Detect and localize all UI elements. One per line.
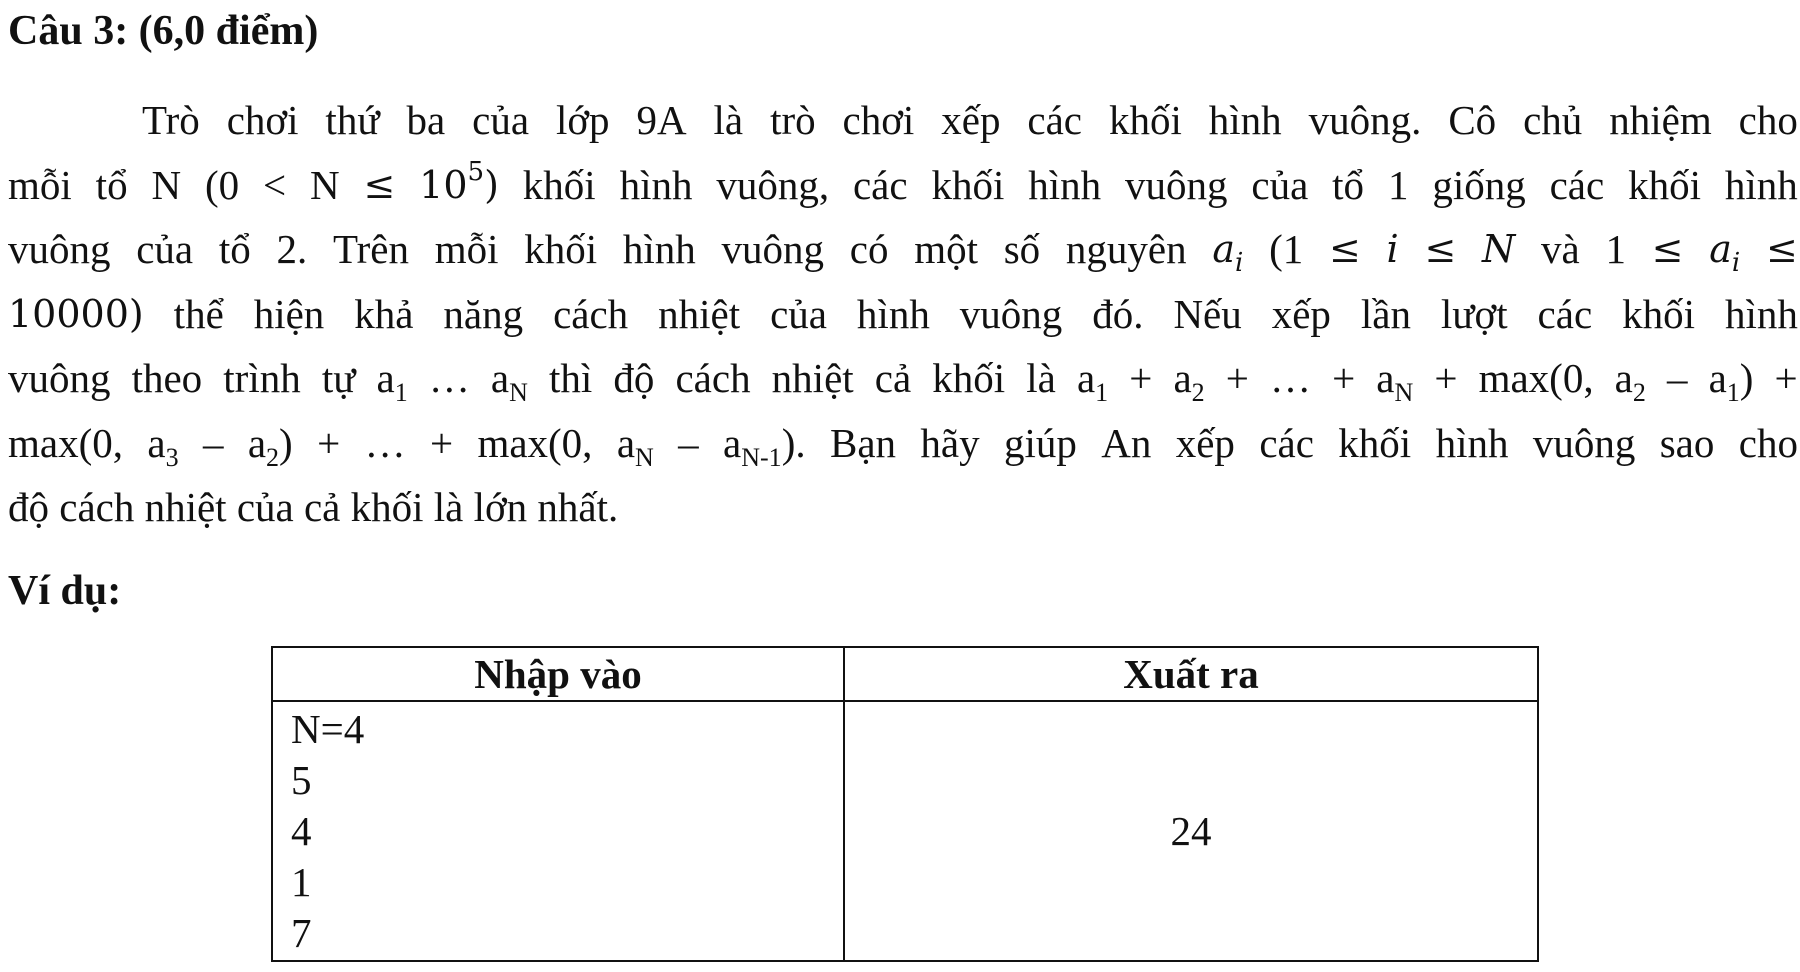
paragraph-word: $a_1$ xyxy=(1076,355,1109,407)
paragraph-word: – xyxy=(1666,355,1688,401)
paragraph-word: tổ xyxy=(218,226,251,272)
paragraph-word: và xyxy=(1541,226,1580,272)
paragraph-word: nhiệm xyxy=(1609,97,1712,143)
paragraph-line-3 xyxy=(8,217,1798,282)
paragraph-word: mỗi xyxy=(434,226,499,272)
paragraph-word: cách xyxy=(675,355,751,401)
paragraph-word: max(0, xyxy=(8,419,123,466)
paragraph-word: Trò xyxy=(142,97,200,143)
paragraph-word: hình xyxy=(1724,161,1798,208)
paragraph-word: … xyxy=(364,419,406,466)
paragraph-word: $a_N$ xyxy=(490,355,528,407)
paragraph-word: khối xyxy=(522,161,596,208)
paragraph-word: 1 xyxy=(1605,226,1626,272)
paragraph-word: hình xyxy=(1435,419,1509,466)
paragraph-word: $a_1$ xyxy=(376,355,408,407)
paragraph-word: một xyxy=(914,226,978,272)
paragraph-word: khối xyxy=(931,161,1005,208)
paragraph-word: của xyxy=(472,97,530,143)
paragraph-word: tự xyxy=(321,355,356,401)
paragraph-word: hình xyxy=(1724,290,1798,337)
paragraph-word: hình xyxy=(1028,161,1102,208)
table-row xyxy=(272,701,1538,961)
paragraph-word: Nếu xyxy=(1173,290,1242,337)
paragraph-word: 10000) xyxy=(8,291,144,336)
paragraph-word: Trên xyxy=(333,226,409,272)
input-cell xyxy=(272,701,844,961)
paragraph-word: + xyxy=(1774,355,1798,401)
paragraph-word: xếp xyxy=(1271,290,1331,337)
paragraph-word: ≤ xyxy=(1328,227,1361,271)
paragraph-word: N xyxy=(1482,227,1516,271)
paragraph-word: khối xyxy=(932,355,1006,401)
paragraph-word: $a_3$ xyxy=(147,419,179,472)
paragraph-word: theo xyxy=(131,355,203,401)
paragraph-word: khối xyxy=(1622,290,1695,337)
paragraph-word: của xyxy=(770,290,827,337)
paragraph-line-6 xyxy=(8,411,1798,476)
paragraph-word: … xyxy=(428,355,470,401)
paragraph-word: vuông xyxy=(959,290,1063,337)
paragraph-word: < xyxy=(262,161,287,208)
paragraph-line-2 xyxy=(8,153,1798,218)
paragraph-word: cách xyxy=(553,290,629,337)
paragraph-word: + xyxy=(429,419,454,466)
paragraph-word: 1 xyxy=(1387,161,1409,208)
paragraph-word: của xyxy=(1251,161,1309,208)
paragraph-word: sao xyxy=(1659,419,1715,466)
paragraph-word: là xyxy=(1026,355,1056,401)
paragraph-word: vuông, xyxy=(716,161,830,208)
paragraph-word: các xyxy=(852,161,908,208)
paragraph-word: trình xyxy=(223,355,301,401)
paragraph-word: các xyxy=(1537,290,1593,337)
paragraph-word: Bạn xyxy=(829,419,897,466)
paragraph-word: ≤ xyxy=(363,162,396,207)
paragraph-word: cho xyxy=(1738,97,1798,143)
paragraph-word: thì xyxy=(549,355,593,401)
paragraph-word: $a_1$) xyxy=(1708,355,1754,407)
paragraph-word: xếp xyxy=(941,97,1001,143)
input-line: 5 xyxy=(291,757,312,803)
paragraph-line-7: độ cách nhiệt của cả khối là lớn nhất. xyxy=(8,484,619,530)
paragraph-word: vuông xyxy=(8,355,111,401)
paragraph-word: hình xyxy=(619,161,693,208)
paragraph-word: các xyxy=(1027,97,1082,143)
paragraph-word: tổ xyxy=(1332,161,1365,208)
paragraph-word: 9A xyxy=(636,97,687,143)
input-line: N=4 xyxy=(291,706,365,752)
paragraph-word: nhiệt xyxy=(771,355,854,401)
paragraph-word: N xyxy=(151,161,182,208)
paragraph-word: các xyxy=(1259,419,1314,466)
paragraph-word: i xyxy=(1386,227,1399,271)
paragraph-word: của xyxy=(136,226,194,272)
paragraph-word: $a_2$) xyxy=(247,419,293,472)
paragraph-word: giúp xyxy=(1003,419,1077,466)
paragraph-word: vuông xyxy=(721,226,825,272)
paragraph-word: lần xyxy=(1360,290,1411,337)
paragraph-word: $a_N$ xyxy=(1376,355,1414,407)
paragraph-word: $a_i$ xyxy=(1709,227,1741,278)
paragraph-word: thể xyxy=(173,290,224,337)
paragraph-word: chủ xyxy=(1523,97,1583,143)
paragraph-word: $a_2$ xyxy=(1173,355,1205,407)
paragraph-word: khối xyxy=(524,226,598,272)
paragraph-word: cả xyxy=(874,355,912,401)
paragraph-word: vuông xyxy=(1532,419,1636,466)
problem-statement xyxy=(8,88,1798,540)
paragraph-word: lượt xyxy=(1440,290,1508,337)
question-heading: Câu 3: (6,0 điểm) xyxy=(8,8,319,54)
paragraph-word: số xyxy=(1003,226,1041,272)
paragraph-word: hình xyxy=(1208,97,1282,143)
paragraph-word: – xyxy=(678,419,699,466)
input-line: 1 xyxy=(291,859,312,905)
paragraph-word: vuông xyxy=(8,226,111,272)
paragraph-word: hãy xyxy=(920,419,980,466)
paragraph-word: N xyxy=(309,161,340,208)
paragraph-word: trò xyxy=(770,97,816,143)
paragraph-word: hiện xyxy=(253,290,325,337)
paragraph-word: + xyxy=(1225,355,1249,401)
paragraph-word: khả xyxy=(354,290,414,337)
paragraph-word: khối xyxy=(1108,97,1182,143)
paragraph-line-5 xyxy=(8,346,1798,411)
paragraph-word: chơi xyxy=(842,97,915,143)
paragraph-word: … xyxy=(1269,355,1311,401)
paragraph-word: max(0, xyxy=(477,419,593,466)
paragraph-word: (0 xyxy=(204,161,240,208)
paragraph-word: hình xyxy=(856,290,930,337)
paragraph-word: ≤ xyxy=(1424,227,1457,271)
paragraph-word: – xyxy=(202,419,224,466)
paragraph-line-4 xyxy=(8,282,1798,347)
paragraph-word: (1 xyxy=(1269,226,1304,272)
paragraph-word: thứ xyxy=(325,97,380,143)
paragraph-word: max(0, xyxy=(1478,355,1594,401)
paragraph-word: ≤ xyxy=(1651,227,1684,271)
table-header-row xyxy=(272,647,1538,701)
paragraph-word: có xyxy=(849,226,889,272)
paragraph-word: lớp xyxy=(555,97,610,143)
paragraph-word: đó. xyxy=(1092,290,1144,337)
paragraph-word: + xyxy=(1332,355,1356,401)
paragraph-word: 2. xyxy=(276,226,308,272)
paragraph-word: vuông xyxy=(1125,161,1228,208)
example-table xyxy=(271,646,1539,962)
paragraph-word: An xyxy=(1101,419,1152,466)
paragraph-word: giống xyxy=(1432,161,1526,208)
paragraph-word: $a_i$ xyxy=(1212,227,1244,278)
output-header: Xuất ra xyxy=(844,647,1538,701)
input-line: 7 xyxy=(291,910,312,956)
paragraph-word: khối xyxy=(1628,161,1701,208)
paragraph-word: ≤ xyxy=(1765,227,1798,271)
paragraph-word: xếp xyxy=(1175,419,1235,466)
paragraph-line-1 xyxy=(8,88,1798,153)
paragraph-word: cho xyxy=(1738,419,1798,466)
paragraph-word: độ xyxy=(613,355,655,401)
paragraph-word: + xyxy=(317,419,341,466)
paragraph-word: Cô xyxy=(1448,97,1497,143)
example-heading: Ví dụ: xyxy=(8,568,122,614)
paragraph-word: tổ xyxy=(95,161,128,208)
paragraph-word: mỗi xyxy=(8,161,72,208)
input-line: 4 xyxy=(291,808,312,854)
paragraph-word: $10^5$) xyxy=(419,156,499,207)
paragraph-word: nguyên xyxy=(1065,226,1187,272)
paragraph-word: + xyxy=(1129,355,1153,401)
input-header: Nhập vào xyxy=(272,647,844,701)
paragraph-word: khối xyxy=(1338,419,1412,466)
paragraph-word: + xyxy=(1434,355,1458,401)
paragraph-word: nhiệt xyxy=(658,290,741,337)
paragraph-word: ba xyxy=(406,97,446,143)
paragraph-word: $a_{N-1}$). xyxy=(723,419,806,472)
paragraph-word: các xyxy=(1549,161,1605,208)
paragraph-word: $a_N$ xyxy=(616,419,654,472)
paragraph-word: $a_2$ xyxy=(1614,355,1646,407)
output-cell: 24 xyxy=(844,701,1538,961)
paragraph-word: là xyxy=(713,97,744,143)
paragraph-word: chơi xyxy=(226,97,299,143)
paragraph-word: vuông. xyxy=(1308,97,1422,143)
paragraph-word: năng xyxy=(443,290,524,337)
paragraph-word: hình xyxy=(622,226,696,272)
